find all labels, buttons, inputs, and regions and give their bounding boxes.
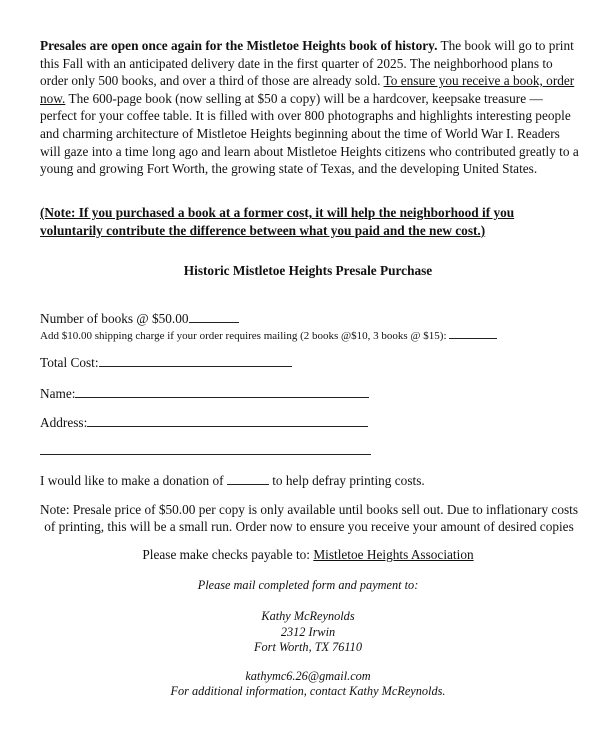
- address-line-2-blank[interactable]: [40, 454, 371, 455]
- mail-instruction: Please mail completed form and payment to:: [197, 578, 419, 592]
- donation-label-after: to help defray printing costs.: [272, 473, 425, 488]
- intro-part-2: The 600-page book (now selling at $50 a copy) will be a hardcover, keepsake treasure — perfect for your coffee table. It is filled with over 800 photographs and highlights interesting people and charming architecture of Mistletoe Heights beginning about the time of World War I. Readers will gaze into a time long ago and learn about Mistletoe Heights citizens who contributed greatly to a young and growing Fort Worth, the growing state of Texas, and the developing United States.: [40, 90, 579, 177]
- shipping-row: [40, 326, 497, 342]
- name-label: Name:: [40, 386, 76, 401]
- address-label: Address:: [40, 415, 88, 430]
- donation-row: [40, 472, 425, 489]
- number-of-books-blank[interactable]: [189, 310, 239, 323]
- contact-info: For additional information, contact Kathy McReynolds.: [170, 684, 446, 698]
- intro-lead: Presales are open once again for the Mistletoe Heights book of history.: [40, 38, 438, 53]
- number-of-books-row: [40, 310, 239, 327]
- address-blank[interactable]: [87, 414, 368, 427]
- form-title: Historic Mistletoe Heights Presale Purchase: [183, 263, 433, 278]
- order-now-text: To ensure you receive a book, order now.: [40, 73, 575, 106]
- shipping-blank[interactable]: [449, 326, 497, 339]
- intro-part-1: The book will go to print this Fall with an anticipated delivery date in the first quarter of 2025. The neighborhood plans to order only 500 books, and over a third of those are already sold.: [40, 38, 574, 89]
- name-blank[interactable]: [75, 385, 369, 398]
- shipping-label: Add $10.00 shipping charge if your order requires mailing (2 books @$10, 3 books @ $15):: [40, 330, 447, 342]
- total-cost-blank[interactable]: [99, 354, 292, 367]
- mail-city: Fort Worth, TX 76110: [254, 640, 362, 654]
- former-cost-note: (Note: If you purchased a book at a former cost, it will help the neighborhood if you voluntarily contribute the difference between what you paid and the new cost.): [40, 205, 515, 238]
- number-of-books-label: Number of books @ $50.00: [40, 311, 189, 326]
- checks-payee: Mistletoe Heights Association: [313, 547, 474, 562]
- presale-price-note: Note: Presale price of $50.00 per copy is only available until books sell out. Due to inflationary costs of printing, this will be a small run. Order now to ensure you receive your amount of desired copies: [39, 502, 579, 534]
- intro-paragraph: [40, 37, 580, 178]
- name-row: [40, 385, 369, 402]
- address-row: [40, 414, 368, 431]
- checks-payable-line: [0, 547, 616, 563]
- total-cost-row: [40, 354, 292, 371]
- mail-name: Kathy McReynolds: [261, 609, 355, 623]
- donation-label-before: I would like to make a donation of: [40, 473, 224, 488]
- donation-blank[interactable]: [227, 472, 269, 485]
- mail-street: 2312 Irwin: [280, 625, 336, 639]
- contact-email: kathymc6.26@gmail.com: [245, 669, 371, 683]
- total-cost-label: Total Cost:: [40, 355, 99, 370]
- checks-label: Please make checks payable to:: [142, 547, 314, 562]
